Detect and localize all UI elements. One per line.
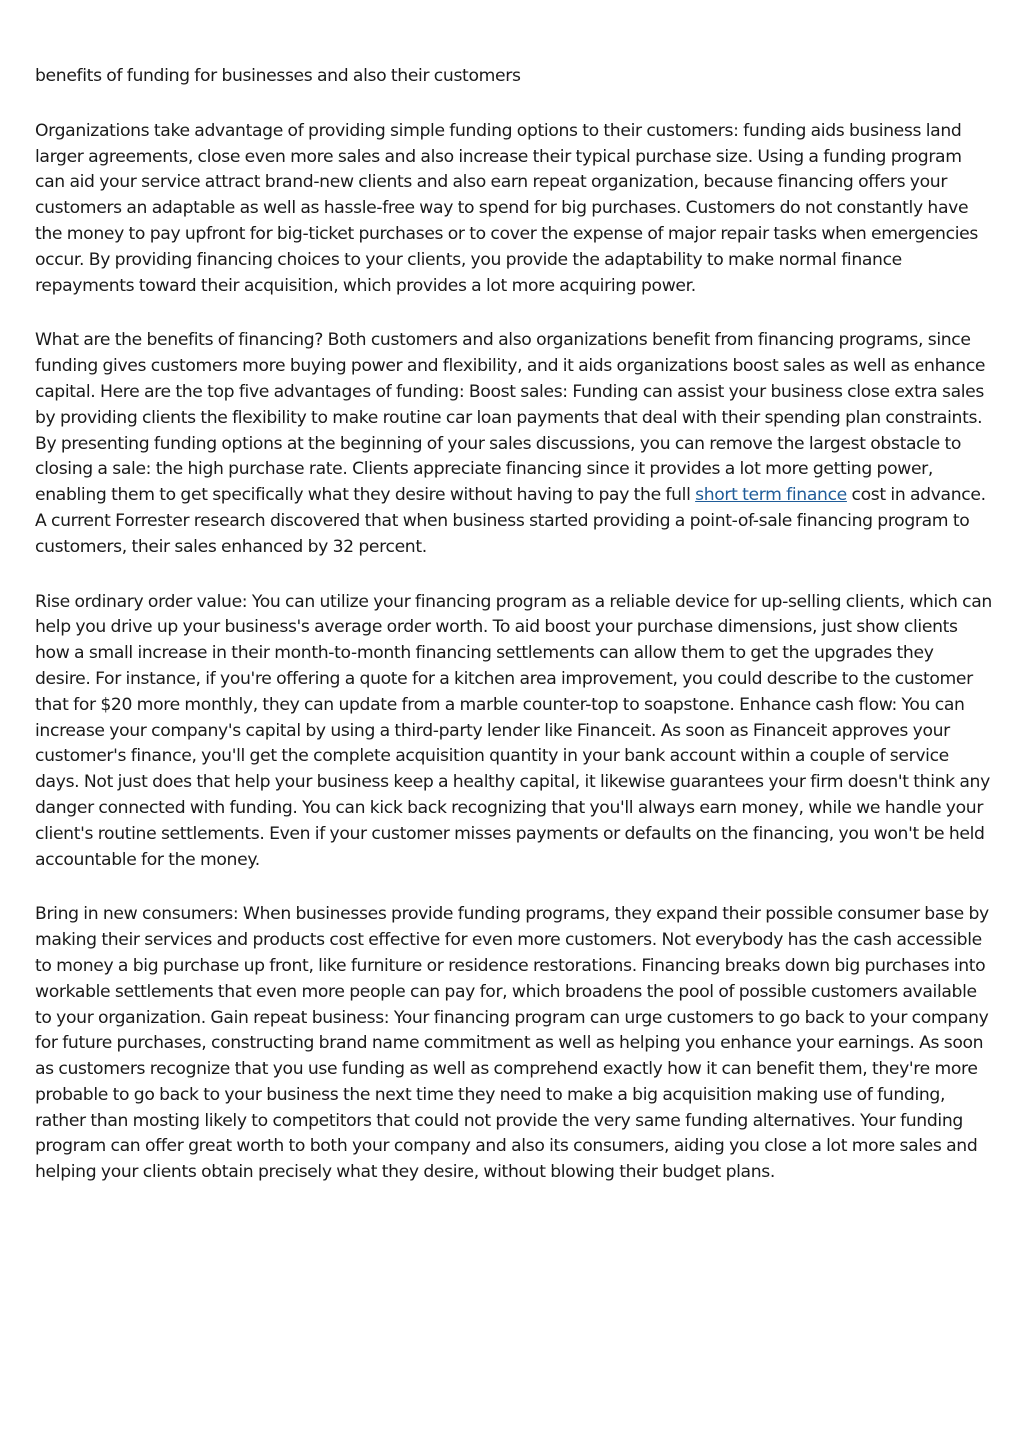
paragraph-new-consumers: Bring in new consumers: When businesses provide funding programs, they expand their possible consumer base by making their services and products cost effective for even more customers. Not everybody has the cash accessible to money a big purchase up front, like furniture or residence restorations. Financing breaks down big purchases into workable settlements that even more people can pay for, which broadens the pool of possible customers available to your organization. Gain repeat business: Your financing program can urge customers to go back to your company for future purchases, constructing brand name commitment as well as helping you enhance your earnings. As soon as customers recognize that you use funding as well as comprehend exactly how it can benefit them, they're more probable to go back to your business the next time they need to make a big acquisition making use of funding, rather than mosting likely to competitors that could not provide the very same funding alternatives. Your funding program can offer great worth to both your company and also its consumers, aiding you close a lot more sales and helping your clients obtain precisely what they desire, without blowing their budget plans.: [35, 904, 989, 1183]
paragraph-benefits-text-end: cost in advance. A current Forrester research discovered that when business started providing a point-of-sale financing program to customers, their sales enhanced by 32 percent.: [35, 485, 986, 557]
paragraph-order-value: Rise ordinary order value: You can utilize your financing program as a reliable device for up-selling clients, which can help you drive up your business's average order worth. To aid boost your purchase dimensions, just show clients how a small increase in their month-to-month financing settlements can allow them to get the upgrades they desire. For instance, if you're offering a quote for a kitchen area improvement, you could describe to the customer that for $20 more monthly, they can update from a marble counter-top to soapstone. Enhance cash flow: You can increase your company's capital by using a third-party lender like Financeit. As soon as Financeit approves your customer's finance, you'll get the complete acquisition quantity in your bank account within a couple of service days. Not just does that help your business keep a healthy capital, it likewise guarantees your firm doesn't think any danger connected with funding. You can kick back recognizing that you'll always earn money, while we handle your client's routine settlements. Even if your customer misses payments or defaults on the financing, you won't be held accountable for the money.: [35, 591, 992, 870]
paragraph-intro: Organizations take advantage of providing simple funding options to their customers: funding aids business land larger agreements, close even more sales and also increase their typical purchase size. Using a funding program can aid your service attract brand-new clients and also earn repeat organization, because financing offers your customers an adaptable as well as hassle-free way to spend for big purchases. Customers do not constantly have the money to pay upfront for big-ticket purchases or to cover the expense of major repair tasks when emergencies occur. By providing financing choices to your clients, you provide the adaptability to make normal finance repayments toward their acquisition, which provides a lot more acquiring power.: [35, 120, 978, 296]
short-term-finance-link[interactable]: short term finance: [695, 485, 847, 506]
document-body: [35, 64, 993, 1215]
document-title: benefits of funding for businesses and also their customers: [35, 66, 521, 86]
paragraph-benefits-text-start: What are the benefits of financing? Both customers and also organizations benefit from financing programs, since funding gives customers more buying power and flexibility, and it aids organizations boost sales as well as enhance capital. Here are the top five advantages of funding: Boost sales: Funding can assist your business close extra sales by providing clients the flexibility to make routine car loan payments that deal with their spending plan constraints. By presenting funding options at the beginning of your sales discussions, you can remove the largest obstacle to closing a sale: the high purchase rate. Clients appreciate financing since it provides a lot more getting power, enabling them to get specifically what they desire without having to pay the full: [35, 330, 986, 506]
paragraph-benefits: [35, 328, 993, 560]
